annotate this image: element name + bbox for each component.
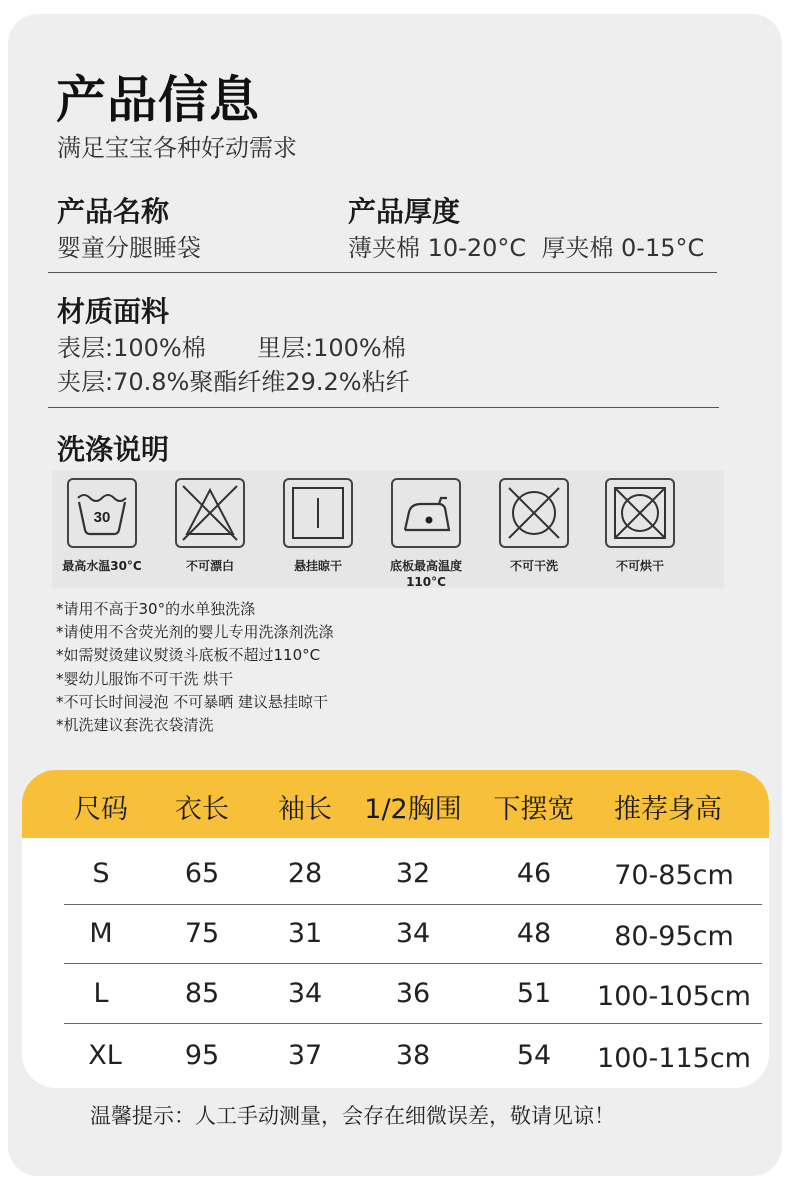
footer-note: 温馨提示：人工手动测量，会存在细微误差，敬请见谅！ <box>90 1104 615 1128</box>
care-caption: 不可漂白 <box>185 559 234 573</box>
product-thickness-label: 产品厚度 <box>348 195 461 228</box>
cell-length: 75 <box>184 918 220 949</box>
cell-sleeve: 37 <box>287 1040 323 1071</box>
cell-height: 100-115cm <box>597 1043 751 1074</box>
row-divider <box>64 1023 762 1024</box>
care-caption: 最高水温30°C <box>62 559 142 573</box>
care-caption: 悬挂晾干 <box>293 559 342 573</box>
cell-size: XL <box>88 1040 122 1071</box>
header-size: 尺码 <box>74 794 128 825</box>
care-note: *不可长时间浸泡 不可暴晒 建议悬挂晾干 <box>56 692 329 711</box>
material-inner-layer: 里层:100%棉 <box>257 334 406 362</box>
care-item-no-bleach <box>155 478 265 574</box>
material-outer-layer: 表层:100%棉 <box>57 334 206 362</box>
header-height: 推荐身高 <box>614 794 722 825</box>
care-item-no-tumble-dry <box>585 478 695 574</box>
cell-height: 80-95cm <box>614 921 734 952</box>
cell-hem: 48 <box>516 918 552 949</box>
care-caption: 不可烘干 <box>615 559 664 573</box>
cell-chest: 38 <box>395 1040 431 1071</box>
cell-length: 95 <box>184 1040 220 1071</box>
no-dry-clean-icon <box>499 478 569 548</box>
product-name-label: 产品名称 <box>57 195 170 228</box>
cell-hem: 46 <box>516 858 552 889</box>
page-subtitle: 满足宝宝各种好动需求 <box>57 134 297 162</box>
care-note: *请用不高于30°的水单独洗涤 <box>56 600 256 618</box>
wash-temp-number: 30 <box>93 509 111 526</box>
care-notes <box>56 598 334 737</box>
header-hem: 下摆宽 <box>493 794 575 825</box>
iron-icon <box>391 478 461 548</box>
product-thickness-value: 薄夹棉 10-20°C 厚夹棉 0-15°C <box>348 234 705 262</box>
care-item-line-dry <box>263 478 373 574</box>
care-note: *请使用不含荧光剂的婴儿专用洗涤剂洗涤 <box>56 623 334 642</box>
row-divider <box>64 904 762 905</box>
wash-30-icon <box>67 478 137 548</box>
care-item-wash-30 <box>47 478 157 574</box>
cell-length: 85 <box>184 978 220 1009</box>
cell-height: 100-105cm <box>597 981 751 1012</box>
cell-hem: 54 <box>516 1040 552 1071</box>
cell-sleeve: 34 <box>287 978 323 1009</box>
header-chest: 1/2胸围 <box>364 794 462 825</box>
section-divider <box>48 407 719 408</box>
page-title: 产品信息 <box>56 71 260 129</box>
cell-size: S <box>92 858 110 889</box>
cell-chest: 34 <box>395 918 431 949</box>
cell-hem: 51 <box>516 978 552 1009</box>
cell-size: L <box>93 978 109 1009</box>
cell-chest: 36 <box>395 978 431 1009</box>
header-length: 衣长 <box>175 794 229 825</box>
cell-length: 65 <box>184 858 220 889</box>
care-note: *如需熨烫建议熨烫斗底板不超过110°C <box>56 646 321 665</box>
size-table-header <box>22 770 769 838</box>
care-note: *婴幼儿服饰不可干洗 烘干 <box>56 669 234 688</box>
material-middle-layer: 夹层:70.8%聚酯纤维29.2%粘纤 <box>57 368 410 396</box>
care-item-iron <box>371 478 481 590</box>
section-divider <box>48 272 717 273</box>
cell-chest: 32 <box>395 858 431 889</box>
line-dry-icon <box>283 478 353 548</box>
care-caption: 不可干洗 <box>509 559 558 573</box>
material-label: 材质面料 <box>57 295 170 328</box>
cell-size: M <box>89 918 113 949</box>
header-sleeve: 袖长 <box>278 794 332 825</box>
care-note: *机洗建议套洗衣袋清洗 <box>56 716 214 735</box>
care-caption: 底板最高温度 110°C <box>389 559 462 589</box>
cell-sleeve: 31 <box>287 918 323 949</box>
care-item-no-dry-clean <box>479 478 589 574</box>
row-divider <box>64 963 762 964</box>
cell-sleeve: 28 <box>287 858 323 889</box>
no-bleach-icon <box>175 478 245 548</box>
washing-label: 洗涤说明 <box>57 433 170 466</box>
no-tumble-dry-icon <box>605 478 675 548</box>
cell-height: 70-85cm <box>614 860 734 891</box>
size-table <box>22 770 769 1088</box>
product-name-value: 婴童分腿睡袋 <box>57 234 201 262</box>
